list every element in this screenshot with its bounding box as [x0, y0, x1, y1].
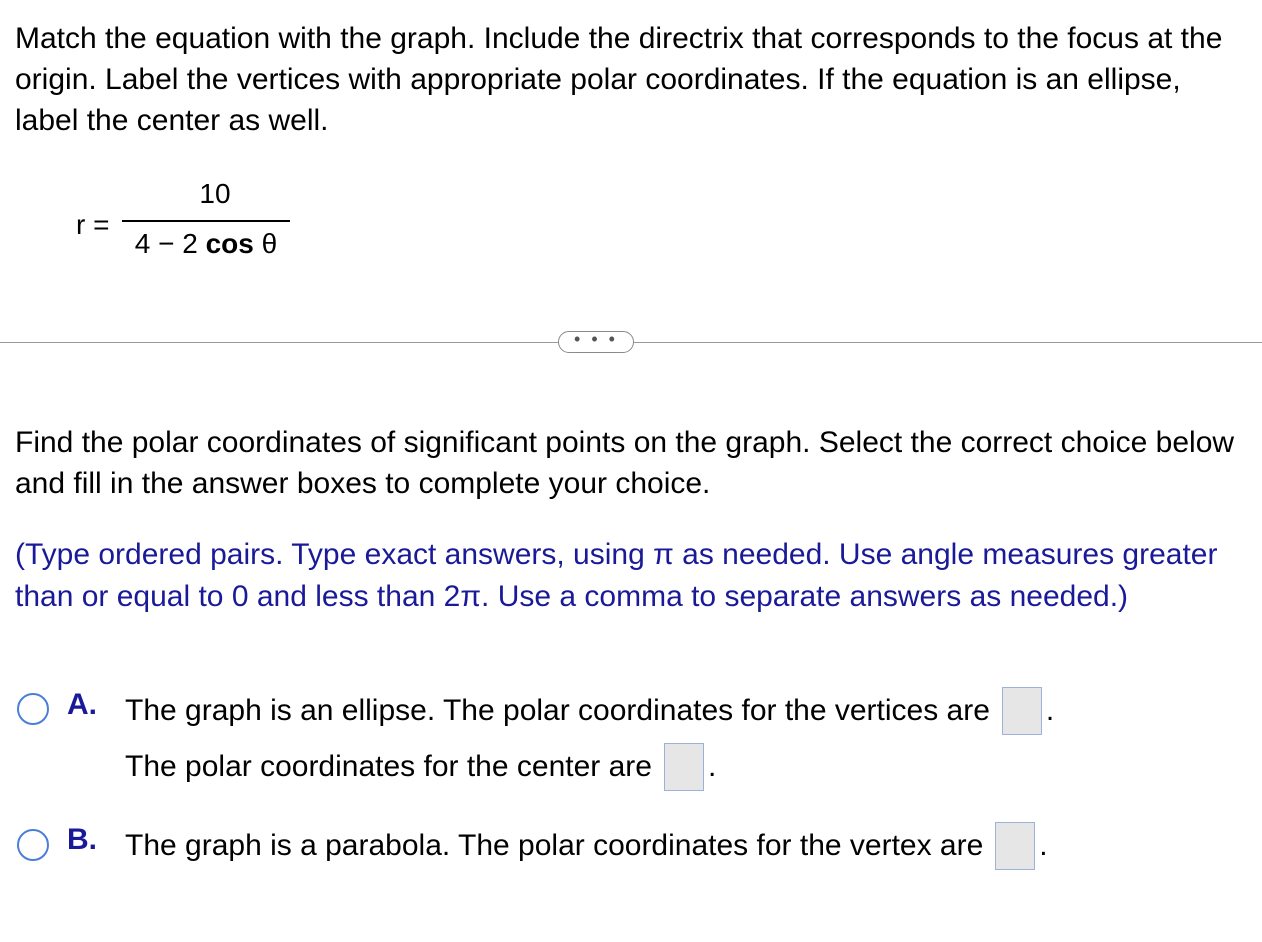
- equation-denominator: [122, 222, 290, 266]
- denominator-func: cos: [205, 228, 254, 259]
- equation-numerator: 10: [199, 178, 231, 209]
- choice-a-radio[interactable]: [17, 693, 49, 725]
- choice-a-line2: [125, 741, 716, 793]
- choice-b-text1: The graph is a parabola. The polar coordinates for the vertex are: [125, 829, 984, 862]
- choice-a-text1: The graph is an ellipse. The polar coordinates for the vertices are: [125, 694, 990, 727]
- hint-text: (Type ordered pairs. Type exact answers, using π as needed. Use angle measures greater than or equal to 0 and less than 2π. Use a comma to separate answers as needed.): [15, 538, 1218, 613]
- choice-b: [15, 820, 1255, 875]
- denominator-prefix: 4 − 2: [134, 228, 206, 259]
- choice-a-line1: [125, 685, 1054, 737]
- vertices-answer-box[interactable]: [1002, 687, 1042, 735]
- choice-b-radio[interactable]: [17, 829, 49, 861]
- choice-a: [15, 685, 1255, 805]
- denominator-var: θ: [253, 228, 278, 259]
- center-answer-box[interactable]: [664, 743, 704, 791]
- question-text: Match the equation with the graph. Include the directrix that corresponds to the focus at the origin. Label the vertices with appropriate polar coordinates. If the equation is an ellipse, label the center as well.: [15, 22, 1223, 137]
- choice-b-letter: B.: [67, 823, 97, 856]
- instruction-text: Find the polar coordinates of significant points on the graph. Select the correct choice below and fill in the answer boxes to complete your choice.: [15, 426, 1235, 500]
- vertex-answer-box[interactable]: [995, 822, 1035, 870]
- choice-a-letter: A.: [67, 688, 97, 721]
- more-button[interactable]: • • •: [558, 331, 634, 353]
- choice-a-period1: .: [1045, 694, 1055, 727]
- choice-a-period2: .: [707, 750, 717, 783]
- choice-b-line1: [125, 820, 1048, 872]
- choice-b-period: .: [1039, 829, 1048, 862]
- equation-lhs: r =: [76, 209, 110, 240]
- equation-fraction: [122, 176, 290, 266]
- choice-a-text2: The polar coordinates for the center are: [125, 750, 652, 783]
